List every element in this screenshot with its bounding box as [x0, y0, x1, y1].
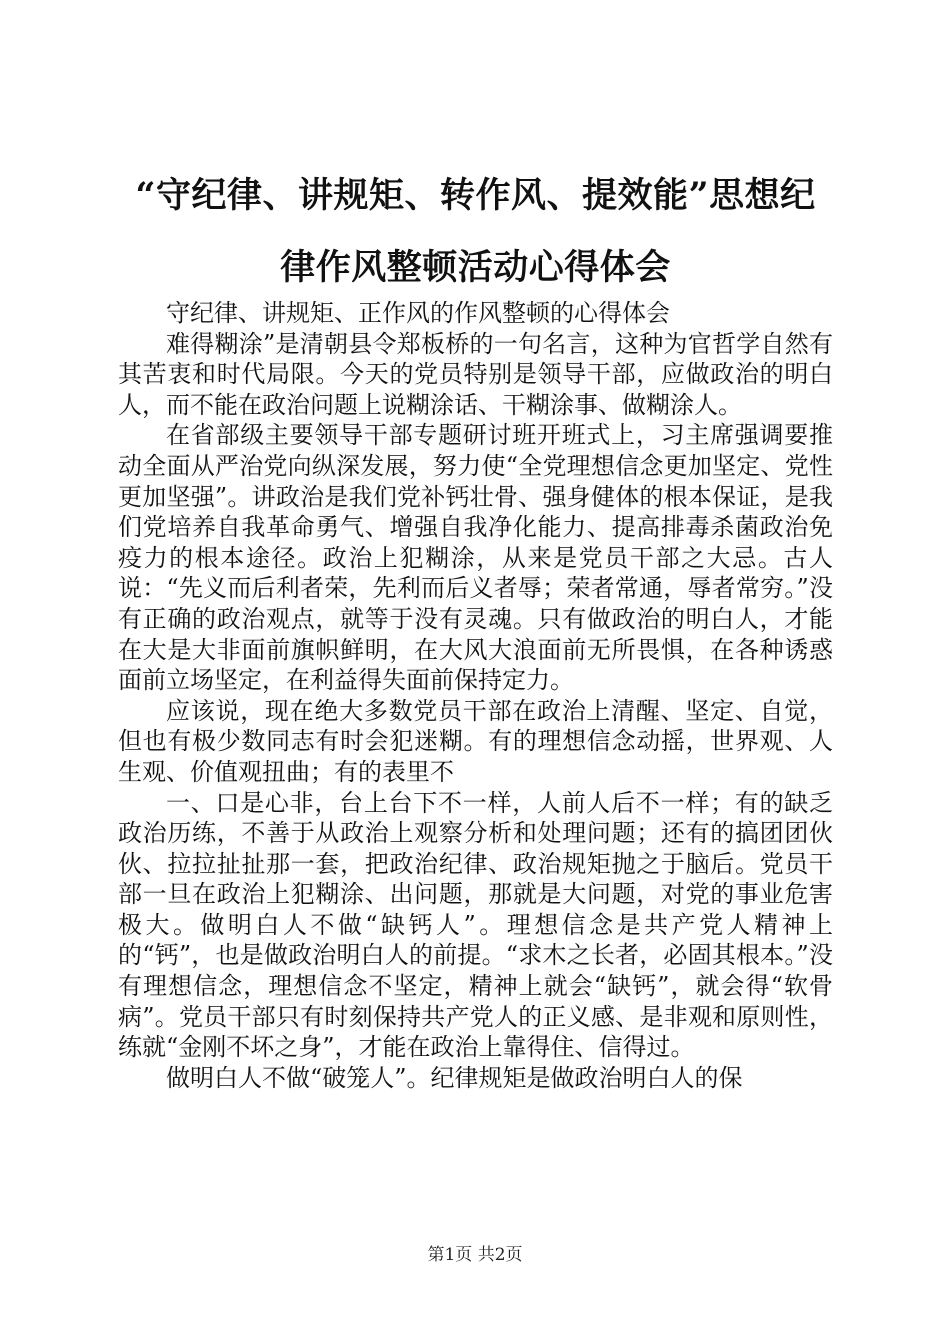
paragraph-4: 一、口是心非，台上台下不一样，人前人后不一样；有的缺乏政治历练，不善于从政治上观察分析和处理问题；还有的搞团团伙伙、拉拉扯扯那一套，把政治纪律、政治规矩抛之于脑后。党员干部一旦在政治上犯糊涂、出问题，那就是大问题，对党的事业危害极大。做明白人不做“缺钙人”。理想信念是共产党人精神上的“钙”，也是做政治明白人的前提。“求木之长者，必固其根本。”没有理想信念，理想信念不坚定，精神上就会“缺钙”，就会得“软骨病”。党员干部只有时刻保持共产党人的正义感、是非观和原则性，练就“金刚不坏之身”，才能在政治上靠得住、信得过。 [118, 788, 833, 1062]
paragraph-1: 难得糊涂”是清朝县令郑板桥的一句名言，这种为官哲学自然有其苦衷和时代局限。今天的党员特别是领导干部，应做政治的明白人，而不能在政治问题上说糊涂话、干糊涂事、做糊涂人。 [118, 329, 833, 419]
paragraph-3: 应该说，现在绝大多数党员干部在政治上清醒、坚定、自觉，但也有极少数同志有时会犯迷糊。有的理想信念动摇，世界观、人生观、价值观扭曲；有的表里不 [118, 696, 833, 786]
paragraph-subtitle: 守纪律、讲规矩、正作风的作风整顿的心得体会 [166, 299, 670, 327]
paragraph-5: 做明白人不做“破笼人”。纪律规矩是做政治明白人的保 [166, 1063, 743, 1092]
title-line-2: 律作风整顿活动心得体会 [280, 247, 671, 288]
title-line-1: “守纪律、讲规矩、转作风、提效能”思想纪 [135, 175, 816, 216]
page-footer: 第1页 共2页 [427, 1245, 523, 1265]
paragraph-2: 在省部级主要领导干部专题研讨班开班式上，习主席强调要推动全面从严治党向纵深发展，努力使“全党理想信念更加坚定、党性更加坚强”。讲政治是我们党补钙壮骨、强身健体的根本保证，是我们党培养自我革命勇气、增强自我净化能力、提高排毒杀菌政治免疫力的根本途径。政治上犯糊涂，从来是党员干部之大忌。古人说：“先义而后利者荣，先利而后义者辱；荣者常通，辱者常穷。”没有正确的政治观点，就等于没有灵魂。只有做政治的明白人，才能在大是大非面前旗帜鲜明，在大风大浪面前无所畏惧，在各种诱惑面前立场坚定，在利益得失面前保持定力。 [118, 421, 833, 695]
document-body [118, 298, 833, 1093]
document-title [118, 160, 833, 304]
